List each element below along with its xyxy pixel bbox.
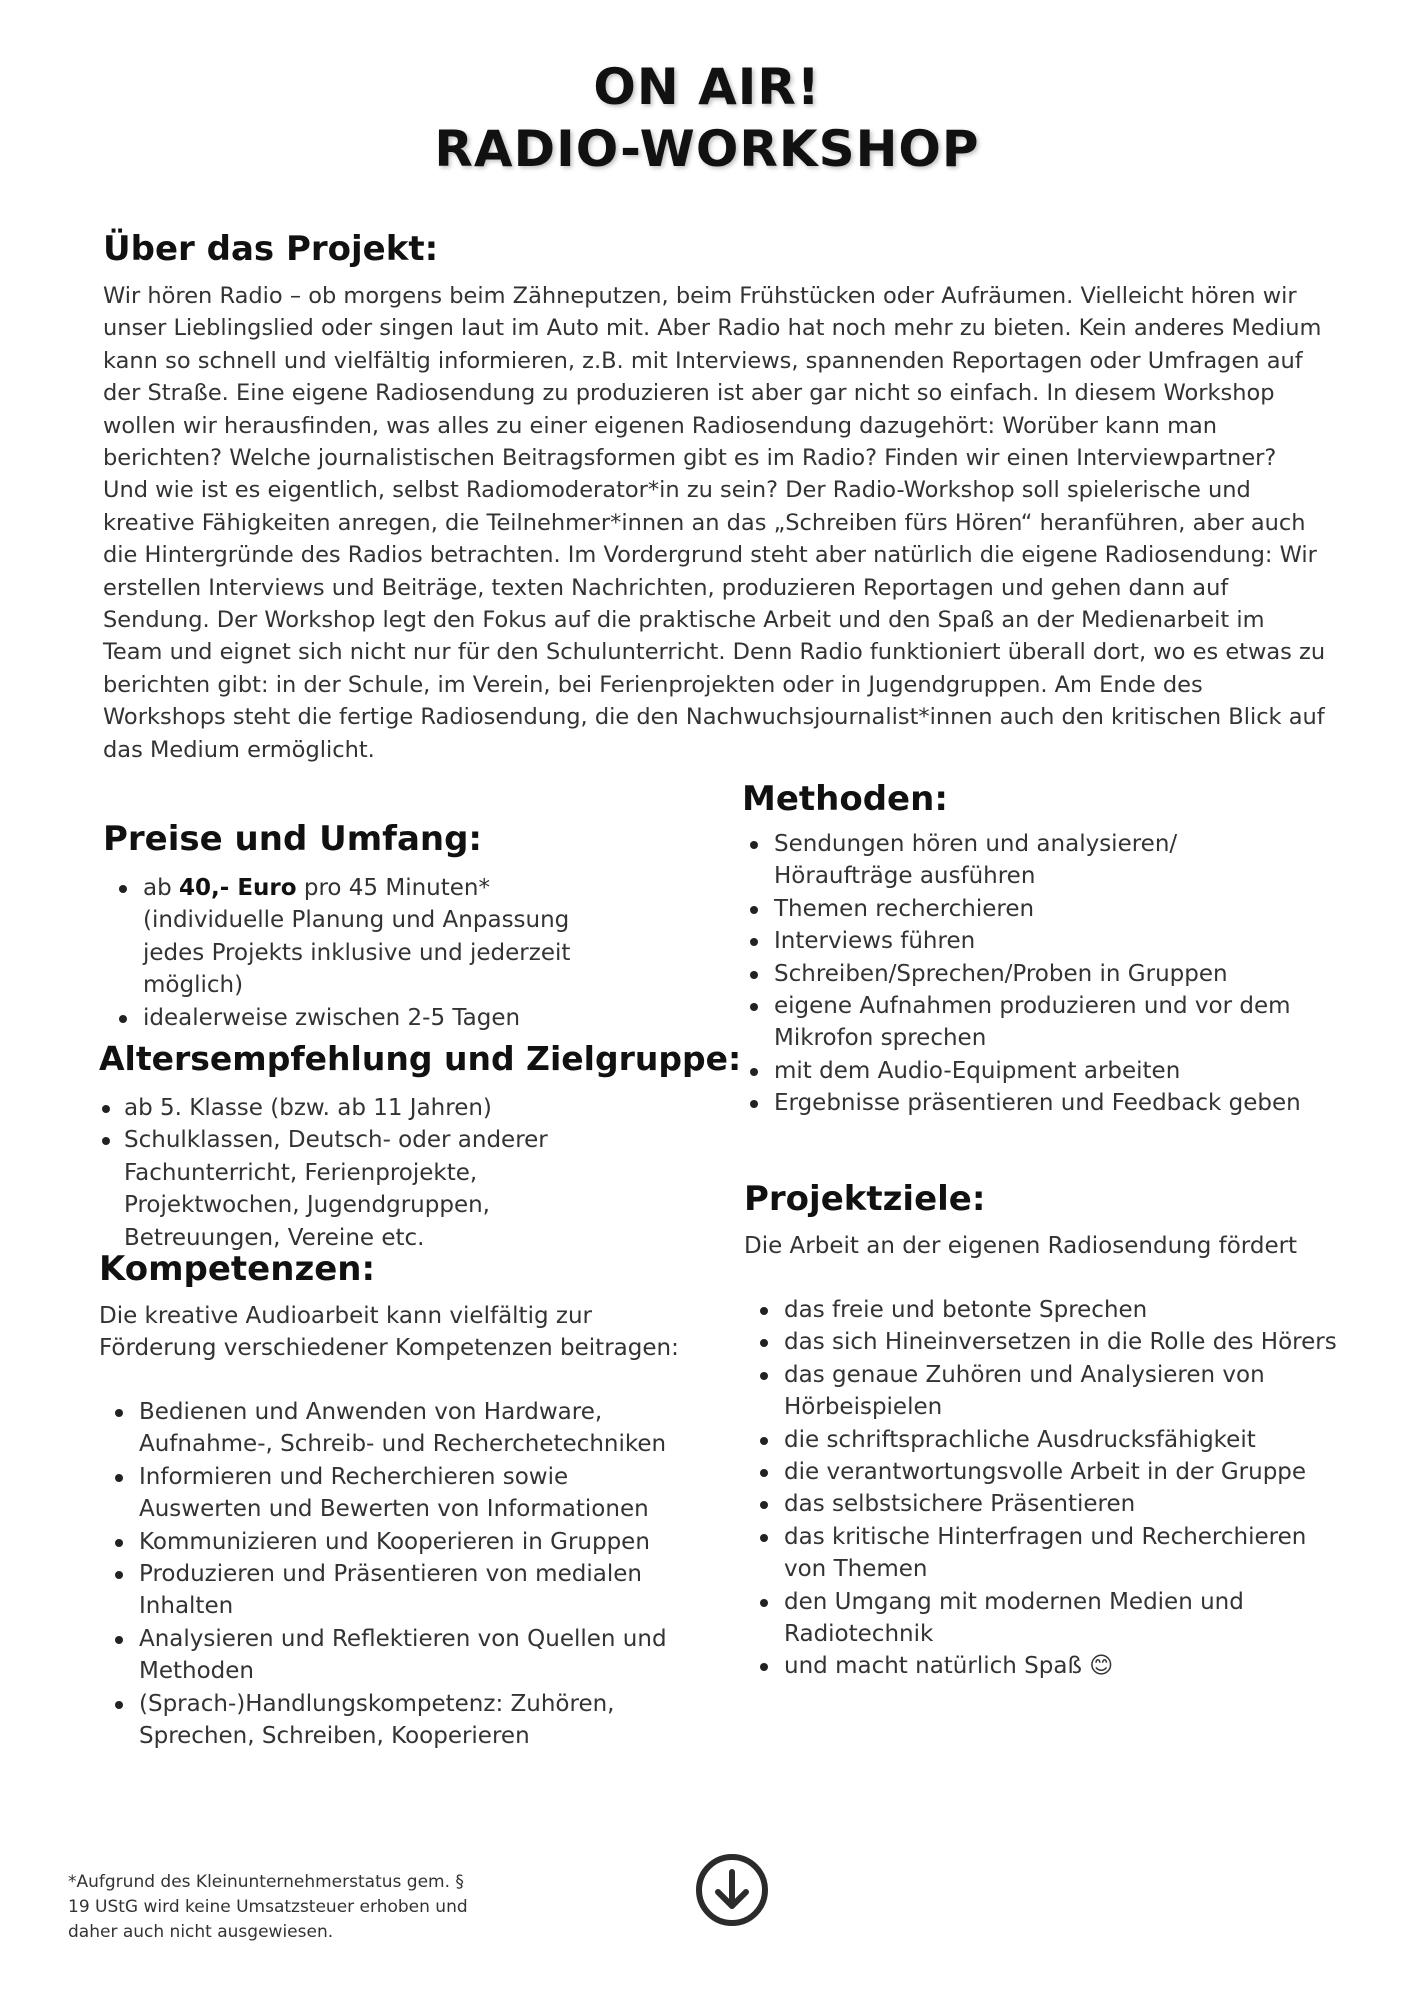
goal-item: das genaue Zuhören und Analysieren von Hörbeispielen (752, 1359, 1337, 1424)
competence-item: Informieren und Recherchieren sowie Auswerten und Bewerten von Informationen (107, 1461, 677, 1526)
goal-item: die verantwortungsvolle Arbeit in der Gruppe (752, 1456, 1337, 1488)
title-line-2: RADIO-WORKSHOP (434, 120, 980, 178)
goal-item: das sich Hineinversetzen in die Rolle des Hörers (752, 1326, 1337, 1358)
goal-item: und macht natürlich Spaß 😊 (752, 1650, 1337, 1682)
competence-item: (Sprach-)Handlungskompetenz: Zuhören, Sprechen, Schreiben, Kooperieren (107, 1688, 677, 1753)
prices-item-duration: idealerweise zwischen 2-5 Tagen (111, 1002, 631, 1034)
goals-list (752, 1294, 1337, 1683)
competence-item: Kommunizieren und Kooperieren in Gruppen (107, 1526, 677, 1558)
method-item: Themen recherchieren (742, 893, 1302, 925)
competence-item: Analysieren und Reflektieren von Quellen und Methoden (107, 1623, 677, 1688)
arrow-down-circle-icon-svg (694, 1852, 770, 1928)
goal-item: die schriftsprachliche Ausdrucksfähigkeit (752, 1424, 1337, 1456)
about-heading: Über das Projekt: (103, 229, 439, 269)
goal-item: das freie und betonte Sprechen (752, 1294, 1337, 1326)
footnote: *Aufgrund des Kleinunternehmerstatus gem. § 19 UStG wird keine Umsatzsteuer erhoben und daher auch nicht ausgewiesen. (68, 1872, 468, 1942)
about-text: Wir hören Radio – ob morgens beim Zähneputzen, beim Frühstücken oder Aufräumen. Vielleicht hören wir unser Lieblingslied oder singen laut im Auto mit. Aber Radio hat noch mehr zu bieten. Kein anderes Medium kann so schnell und vielfältig informieren, z.B. mit Interviews, spannenden Reportagen oder Umfragen auf der Straße. Eine eigene Radiosendung zu produzieren ist aber gar nicht so einfach. In diesem Workshop wollen wir herausfinden, was alles zu einer eigenen Radiosendung dazugehört: Worüber kann man berichten? Welche journalistischen Beitragsformen gibt es im Radio? Finden wir einen Interviewpartner? Und wie ist es eigentlich, selbst Radiomoderator*in zu sein? Der Radio-Workshop soll spielerische und kreative Fähigkeiten anregen, die Teilnehmer*innen an das „Schreiben fürs Hören“ heranführen, aber auch die Hintergründe des Radios betrachten. Im Vordergrund steht aber natürlich die eigene Radiosendung: Wir erstellen Interviews und Beiträge, texten Nachrichten, produzieren Reportagen und gehen dann auf Sendung. Der Workshop legt den Fokus auf die praktische Arbeit und den Spaß an der Medienarbeit im Team und eignet sich nicht nur für den Schulunterricht. Denn Radio funktioniert überall dort, wo es etwas zu berichten gibt: in der Schule, im Verein, bei Ferienprojekten oder in Jugendgruppen. Am Ende des Workshops steht die fertige Radiosendung, die den Nachwuchsjournalist*innen auch den kritischen Blick auf das Medium ermöglicht. (103, 283, 1326, 763)
methods-heading: Methoden: (742, 779, 948, 819)
prices-heading: Preise und Umfang: (103, 819, 483, 859)
goal-item: das selbstsichere Präsentieren (752, 1488, 1337, 1520)
competences-intro: Die kreative Audioarbeit kann vielfältig zur Förderung verschiedener Kompetenzen beitragen: (99, 1303, 679, 1362)
method-item: Schreiben/Sprechen/Proben in Gruppen (742, 958, 1302, 990)
competences-heading: Kompetenzen: (99, 1249, 376, 1289)
page-title (0, 56, 1414, 180)
goals-intro: Die Arbeit an der eigenen Radiosendung fördert (744, 1233, 1298, 1259)
age-item: Schulklassen, Deutsch- oder anderer Fachunterricht, Ferienprojekte, Projektwochen, Jugendgruppen, Betreuungen, Vereine etc. (98, 1124, 638, 1254)
prices-item-rate: ab 40,- Euro pro 45 Minuten* (individuelle Planung und Anpassung jedes Projekts inklusive und jederzeit möglich) (111, 872, 631, 1002)
method-item: eigene Aufnahmen produzieren und vor dem Mikrofon sprechen (742, 990, 1302, 1055)
method-item: Interviews führen (742, 925, 1302, 957)
method-item: mit dem Audio-Equipment arbeiten (742, 1055, 1302, 1087)
arrow-down-circle-icon[interactable] (694, 1852, 770, 1928)
competence-item: Produzieren und Präsentieren von medialen Inhalten (107, 1558, 677, 1623)
goal-item: den Umgang mit modernen Medien und Radiotechnik (752, 1586, 1337, 1651)
prices-list (111, 872, 631, 1034)
age-heading: Altersempfehlung und Zielgruppe: (99, 1039, 742, 1078)
method-item: Ergebnisse präsentieren und Feedback geben (742, 1087, 1302, 1119)
competences-list (107, 1396, 677, 1752)
price-amount: 40,- Euro (179, 875, 297, 901)
goals-heading: Projektziele: (744, 1179, 986, 1219)
prices-item-note: (individuelle Planung und Anpassung jedes Projekts inklusive und jederzeit möglich) (143, 907, 571, 999)
method-item: Sendungen hören und analysieren/ Höraufträge ausführen (742, 828, 1302, 893)
title-line-1: ON AIR! (593, 58, 821, 116)
methods-list (742, 828, 1302, 1120)
age-list (98, 1092, 638, 1254)
goal-item: das kritische Hinterfragen und Recherchieren von Themen (752, 1521, 1337, 1586)
competence-item: Bedienen und Anwenden von Hardware, Aufnahme-, Schreib- und Recherchetechniken (107, 1396, 677, 1461)
age-item: ab 5. Klasse (bzw. ab 11 Jahren) (98, 1092, 638, 1124)
